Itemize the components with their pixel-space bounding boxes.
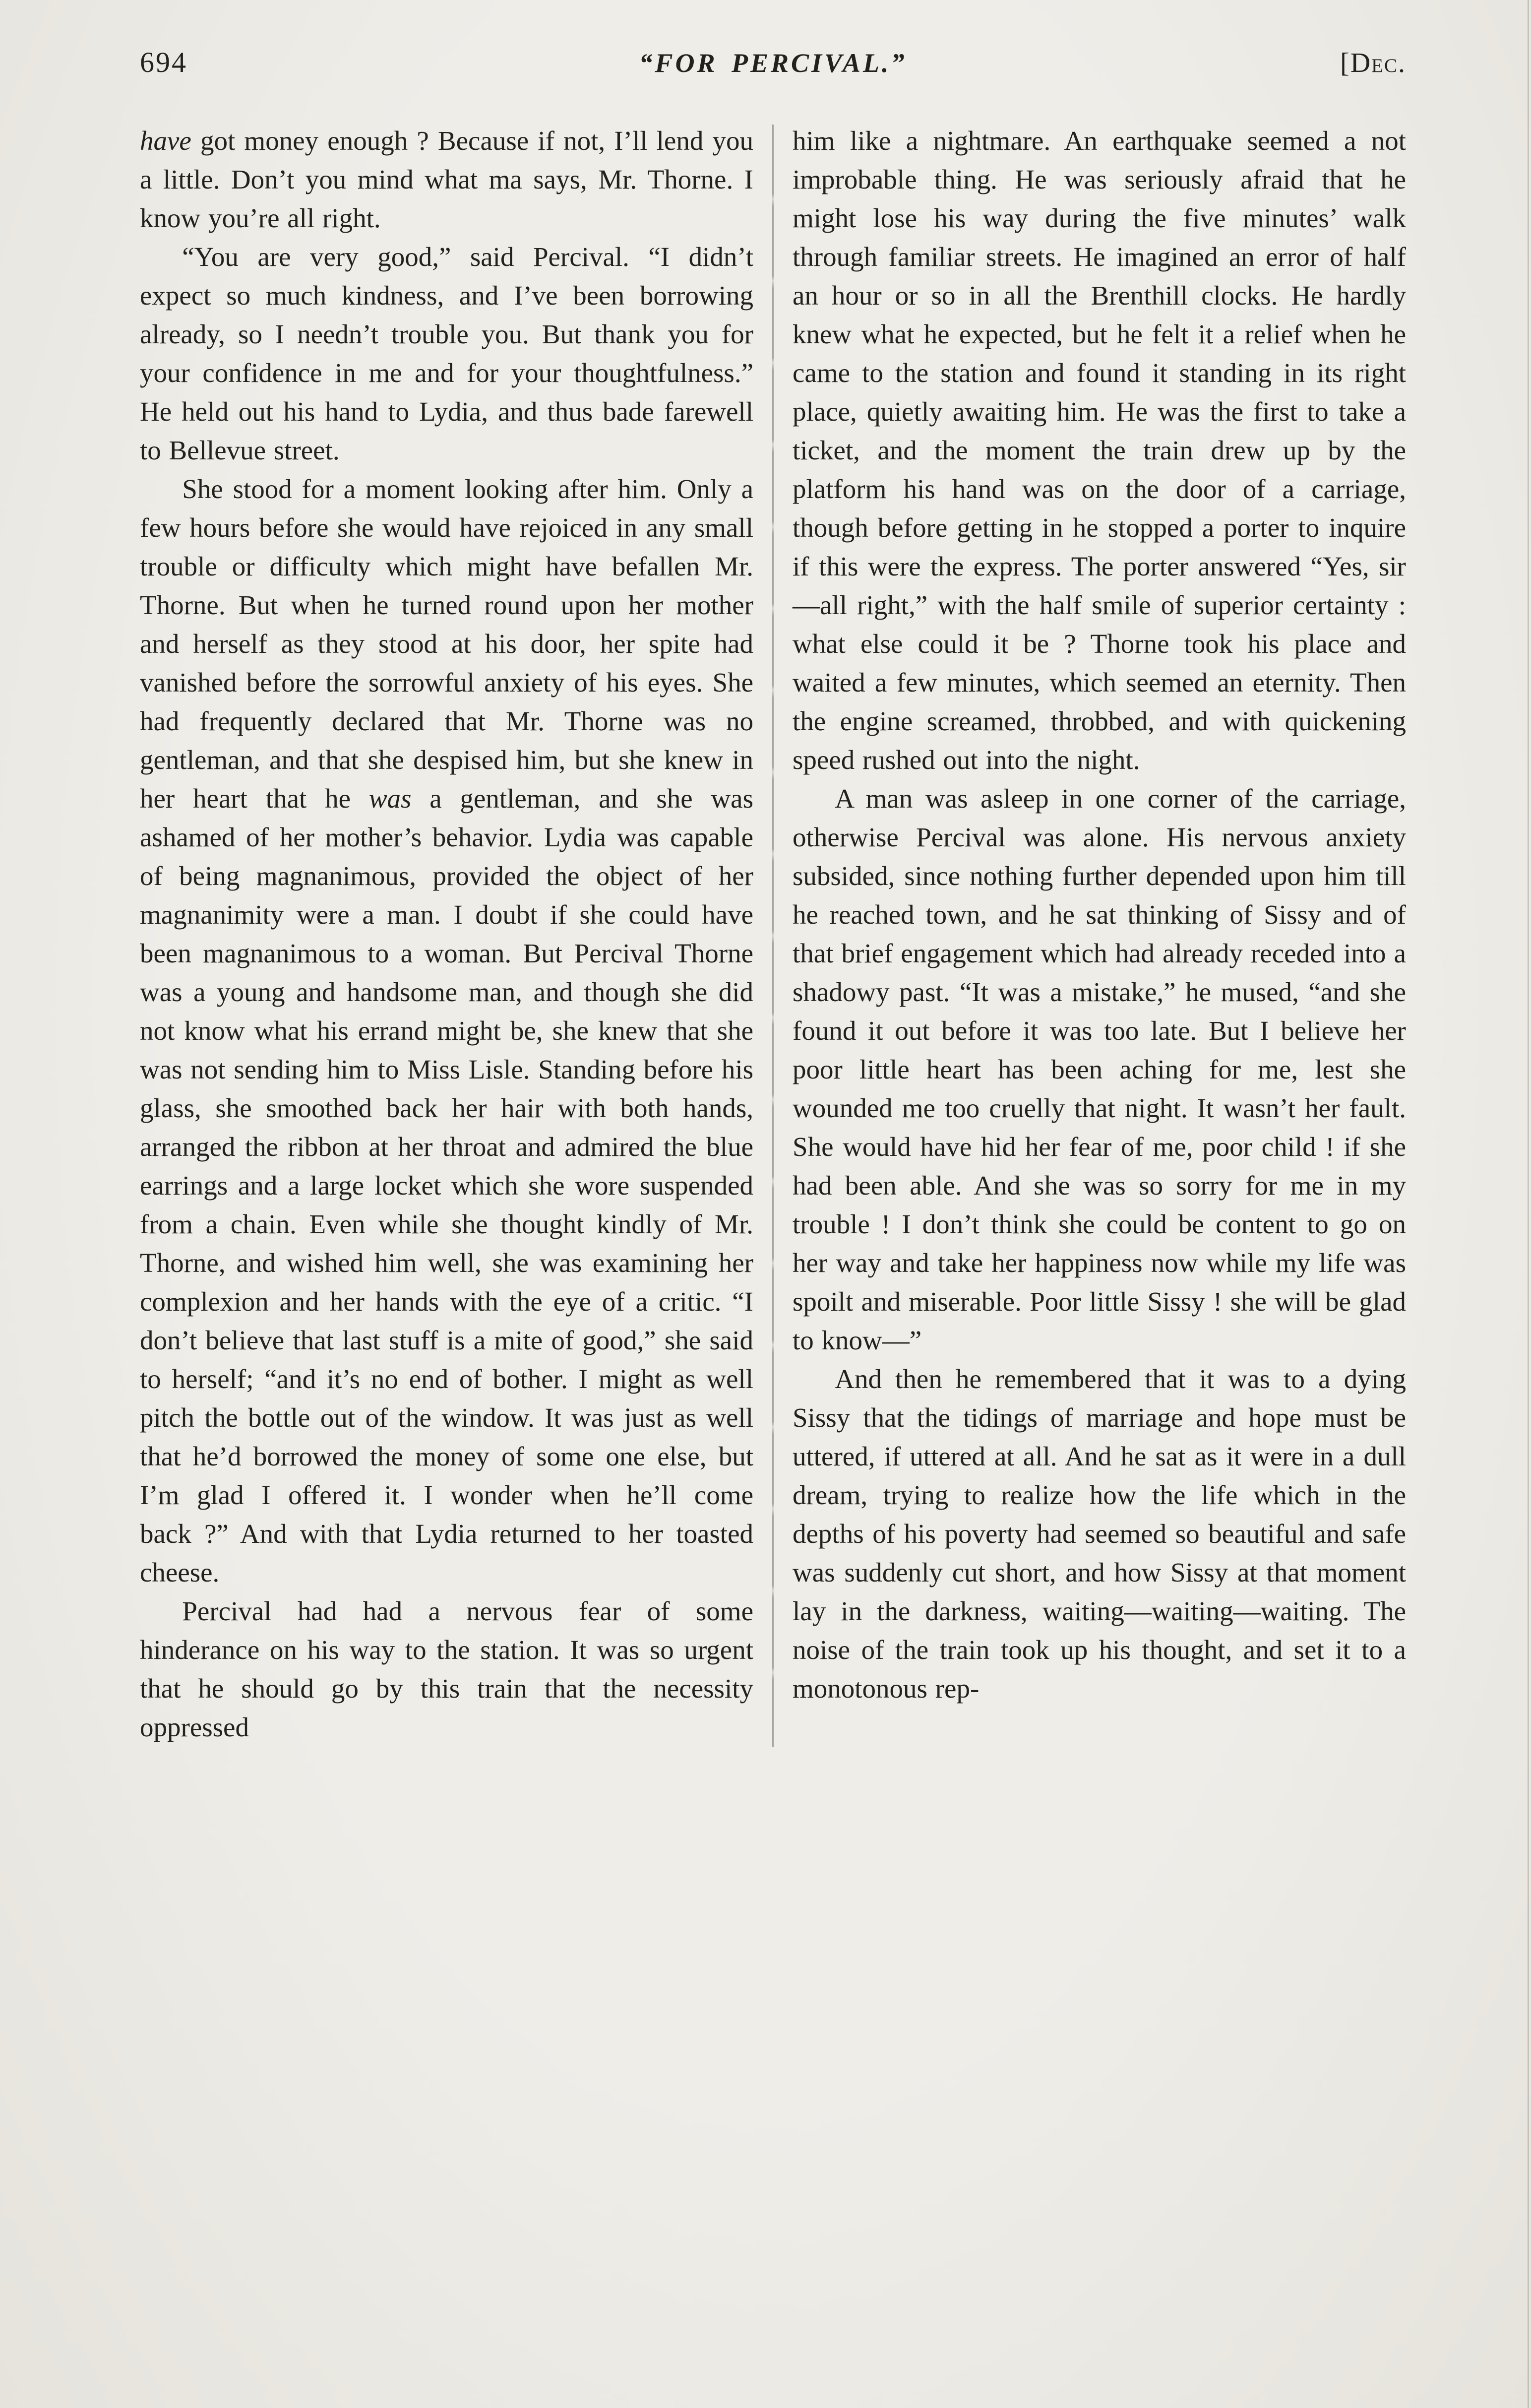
- paragraph-text: She stood for a moment looking after him. Only a few hours before she would have rejoiced in any small trouble or difficulty which might have befallen Mr. Thorne. But when he turned round upon her mother and herself as they stood at his door, her spite had vanished before the sorrowful anxiety of his eyes. She had frequently declared that Mr. Thorne was no gentleman, and that she despised him, but she knew in her heart that he: [140, 474, 753, 814]
- paragraph: Percival had had a nervous fear of some hinderance on his way to the station. It was so urgent that he should go by this train that the necessity oppressed: [140, 1596, 753, 1742]
- running-title: “FOR PERCIVAL.”: [639, 48, 907, 78]
- paragraph: “You are very good,” said Percival. “I didn’t expect so much kindness, and I’ve been borrowing already, so I needn’t trouble you. But thank you for your confidence in me and for your thoughtfulness.” He held out his hand to Lydia, and thus bade farewell to Bellevue street.: [140, 242, 753, 465]
- paragraph-text: got money enough ? Because if not, I’ll lend you a little. Don’t you mind what ma says, Mr. Thorne. I know you’re all right.: [140, 126, 753, 233]
- left-column: [140, 122, 753, 1747]
- page-number: 694: [140, 46, 187, 78]
- paragraph-continuation: [140, 122, 753, 238]
- paragraph: A man was asleep in one corner of the carriage, otherwise Percival was alone. His nervous anxiety subsided, since nothing further depended upon him till he reached town, and he sat thinking of Sissy and of that brief engagement which had already receded into a shadowy past. “It was a mistake,” he mused, “and she found it out before it was too late. But I believe her poor little heart has been aching for me, lest she wounded me too cruelly that night. It wasn’t her fault. She would have hid her fear of me, poor child ! if she had been able. And she was so sorry for me in my trouble ! I don’t think she could be content to go on her way and take her happiness now while my life was spoilt and miserable. Poor little Sissy ! she will be glad to know—”: [793, 783, 1406, 1355]
- text-columns: [140, 122, 1406, 1747]
- paragraph: [140, 470, 753, 1592]
- issue-date: [Dec.: [1340, 48, 1406, 78]
- paragraph-continuation: him like a nightmare. An earthquake seemed a not improbable thing. He was seriously afraid that he might lose his way during the five minutes’ walk through familiar streets. He imagined an error of half an hour or so in all the Brenthill clocks. He hardly knew what he expected, but he felt it a relief when he came to the station and found it standing in its right place, quietly awaiting him. He was the first to take a ticket, and the moment the train drew up by the platform his hand was on the door of a carriage, though before getting in he stopped a porter to inquire if this were the express. The porter answered “Yes, sir—all right,” with the half smile of superior certainty : what else could it be ? Thorne took his place and waited a few minutes, which seemed an eternity. Then the engine screamed, throbbed, and with quickening speed rushed out into the night.: [793, 126, 1406, 775]
- italic-word: have: [140, 126, 191, 156]
- column-divider: [772, 125, 774, 1747]
- italic-word: was: [368, 783, 412, 814]
- paragraph: And then he remembered that it was to a dying Sissy that the tidings of marriage and hope must be uttered, if uttered at all. And he sat as it were in a dull dream, trying to realize how the life which in the depths of his poverty had seemed so beautiful and safe was suddenly cut short, and how Sissy at that moment lay in the darkness, waiting—waiting—waiting. The noise of the train took up his thought, and set it to a monotonous rep-: [793, 1364, 1406, 1704]
- page-header: [140, 46, 1406, 79]
- paragraph-text: a gentleman, and she was ashamed of her mother’s behavior. Lydia was capable of being magnanimous, provided the object of her magnanimity were a man. I doubt if she could have been magnanimous to a woman. But Percival Thorne was a young and handsome man, and though she did not know what his errand might be, she knew that she was not sending him to Miss Lisle. Standing before his glass, she smoothed back her hair with both hands, arranged the ribbon at her throat and admired the blue earrings and a large locket which she wore suspended from a chain. Even while she thought kindly of Mr. Thorne, and wished him well, she was examining her complexion and her hands with the eye of a critic. “I don’t believe that last stuff is a mite of good,” she said to herself; “and it’s no end of bother. I might as well pitch the bottle out of the window. It was just as well that he’d borrowed the money of some one else, but I’m glad I offered it. I wonder when he’ll come back ?” And with that Lydia returned to her toasted cheese.: [140, 783, 753, 1587]
- right-column: [793, 122, 1406, 1747]
